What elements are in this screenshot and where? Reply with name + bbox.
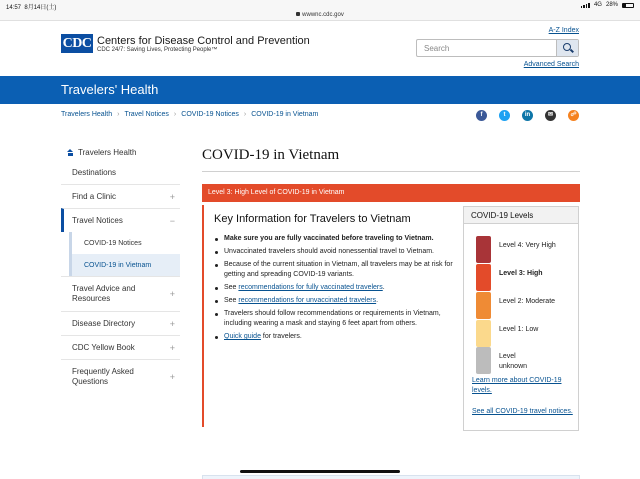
- status-time: 14:57 8月14日(土): [6, 5, 57, 11]
- page-title: COVID-19 in Vietnam: [202, 147, 580, 172]
- network-label: 4G: [593, 2, 602, 8]
- unvaccinated-recs-link[interactable]: recommendations for unvaccinated travelers: [238, 297, 377, 304]
- email-icon[interactable]: ✉: [545, 110, 556, 121]
- list-item: Unvaccinated travelers should avoid nonessential travel to Vietnam.: [214, 247, 456, 257]
- sidebar-item-travel-notices[interactable]: Travel Notices −: [61, 208, 180, 232]
- syndicate-icon[interactable]: ☍: [568, 110, 579, 121]
- plus-icon[interactable]: +: [169, 318, 175, 329]
- home-indicator[interactable]: [240, 470, 400, 473]
- sidebar-item-yellow-book[interactable]: CDC Yellow Book +: [61, 335, 180, 359]
- sidebar-home-label: Travelers Health: [78, 148, 137, 157]
- level-swatch: [476, 347, 491, 374]
- sidebar-home[interactable]: [61, 145, 180, 160]
- plus-icon[interactable]: +: [169, 372, 175, 382]
- sidebar-item-find-clinic[interactable]: Find a Clinic +: [61, 184, 180, 208]
- breadcrumb-item[interactable]: Travelers Health: [61, 111, 113, 118]
- battery-label: 28%: [605, 2, 618, 8]
- sidebar-item-disease-directory[interactable]: Disease Directory +: [61, 311, 180, 335]
- az-index-link[interactable]: A-Z Index: [548, 27, 579, 34]
- key-info-box: [202, 205, 456, 427]
- quick-guide-link[interactable]: Quick guide: [224, 333, 261, 340]
- battery-icon: [622, 3, 634, 8]
- content-card: [61, 129, 586, 479]
- list-item: See recommendations for fully vaccinated travelers.: [214, 283, 456, 293]
- main-content: [202, 147, 580, 415]
- section-band: [0, 76, 640, 104]
- url-text: wwwnc.cdc.gov: [302, 12, 344, 18]
- search-placeholder: Search: [424, 44, 450, 53]
- list-item: Because of the current situation in Vietnam, all travelers may be at risk for getting and spreading COVID-19 variants.: [214, 260, 456, 280]
- address-bar[interactable]: [0, 11, 640, 21]
- page: [0, 21, 640, 479]
- sidebar-subitem-covid-vietnam[interactable]: COVID-19 in Vietnam: [69, 254, 180, 276]
- site-title[interactable]: Centers for Disease Control and Prevention: [97, 35, 310, 47]
- cdc-logo[interactable]: CDC: [62, 36, 92, 51]
- advanced-search-link[interactable]: Advanced Search: [523, 61, 579, 68]
- level-swatch: [476, 236, 491, 263]
- see-all-notices-link[interactable]: See all COVID-19 travel notices.: [472, 408, 573, 415]
- key-info-title: Key Information for Travelers to Vietnam: [214, 213, 411, 225]
- home-icon: [67, 149, 74, 156]
- lock-icon: [296, 12, 300, 16]
- plus-icon[interactable]: +: [169, 342, 175, 353]
- breadcrumb-item[interactable]: Travel Notices: [124, 111, 169, 118]
- sidebar-item-destinations[interactable]: Destinations: [72, 167, 117, 177]
- level-swatch: [476, 264, 491, 291]
- alert-banner: Level 3: High Level of COVID-19 in Vietnam: [202, 184, 580, 202]
- facebook-icon[interactable]: f: [476, 110, 487, 121]
- list-item: Travelers should follow recommendations or requirements in Vietnam, including wearing a mask and staying 6 feet apart from others.: [214, 309, 456, 329]
- site-tagline: CDC 24/7: Saving Lives, Protecting People™: [97, 47, 218, 53]
- list-item: Quick guide for travelers.: [214, 332, 456, 342]
- levels-title: COVID-19 Levels: [464, 207, 578, 224]
- list-item: Make sure you are fully vaccinated before traveling to Vietnam.: [214, 234, 456, 244]
- next-section-panel: [202, 475, 580, 479]
- sidebar-subitem-covid-notices[interactable]: COVID-19 Notices: [69, 232, 180, 254]
- sidebar-item-travel-advice[interactable]: Travel Advice and Resources +: [61, 276, 180, 311]
- signal-icon: [581, 3, 590, 8]
- key-info-list: [214, 234, 456, 342]
- section-title[interactable]: Travelers' Health: [61, 82, 159, 97]
- sidebar-item-faq[interactable]: Frequently Asked Questions +: [61, 359, 180, 394]
- plus-icon[interactable]: +: [169, 191, 175, 202]
- covid-levels-panel: COVID-19 Levels Level 4: Very High Level 3: High Level 2: Moderate Level 1: Low Level unknown Learn more about COVID-19 levels. See all COVID-19 travel notices.: [463, 206, 579, 431]
- vaccinated-recs-link[interactable]: recommendations for fully vaccinated travelers: [238, 284, 383, 291]
- plus-icon[interactable]: +: [169, 289, 175, 299]
- search-icon: [563, 43, 571, 51]
- status-bar: [0, 0, 640, 11]
- breadcrumb-item[interactable]: COVID-19 in Vietnam: [251, 111, 319, 118]
- site-header: [0, 21, 640, 76]
- list-item: See recommendations for unvaccinated travelers.: [214, 296, 456, 306]
- level-swatch: [476, 292, 491, 319]
- search-input[interactable]: [416, 39, 579, 57]
- breadcrumb-item[interactable]: COVID-19 Notices: [181, 111, 239, 118]
- sidebar: [61, 145, 180, 394]
- breadcrumb: Travelers Health › Travel Notices › COVID-19 Notices › COVID-19 in Vietnam: [61, 111, 319, 118]
- linkedin-icon[interactable]: in: [522, 110, 533, 121]
- level-swatch: [476, 320, 491, 347]
- social-links: [476, 110, 579, 121]
- twitter-icon[interactable]: t: [499, 110, 510, 121]
- learn-more-levels-link[interactable]: Learn more about COVID-19 levels.: [472, 377, 562, 394]
- status-right: [581, 2, 634, 8]
- minus-icon[interactable]: −: [169, 215, 175, 226]
- search-button[interactable]: [556, 40, 578, 56]
